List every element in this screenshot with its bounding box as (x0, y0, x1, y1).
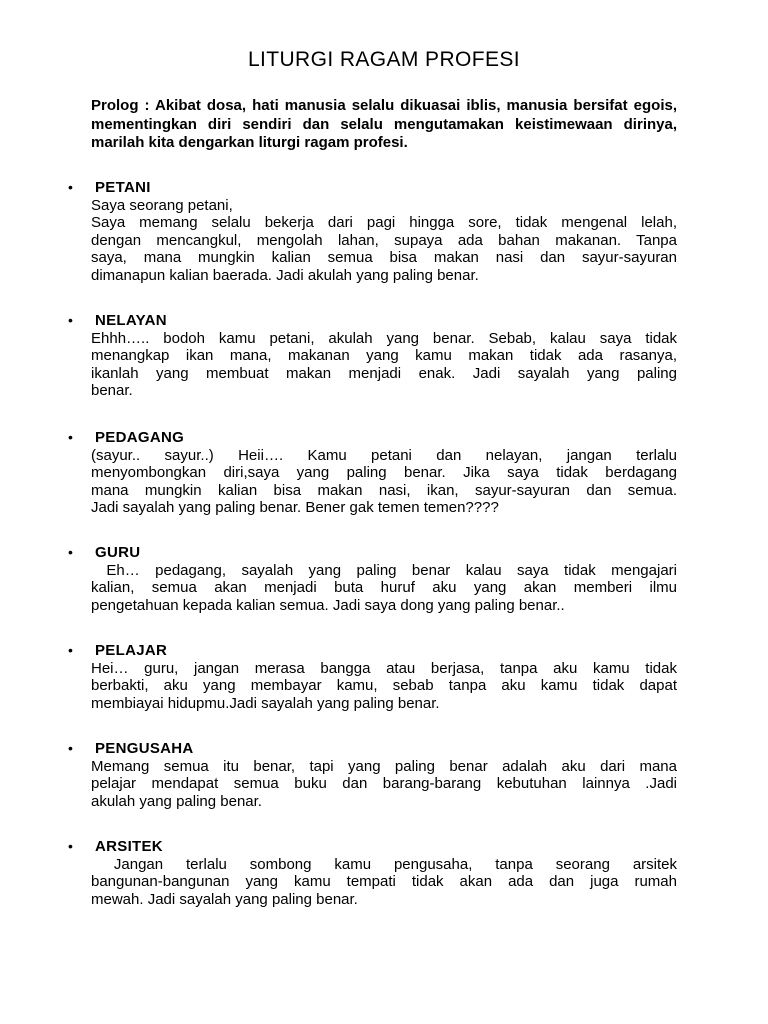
bullet-marker: • (68, 312, 73, 328)
body-line: Ehhh….. bodoh kamu petani, akulah yang benar. Sebab, kalau saya tidak (91, 330, 677, 347)
body-line: Eh… pedagang, sayalah yang paling benar kalau saya tidak mengajari (91, 562, 677, 579)
body-line: Saya memang selalu bekerja dari pagi hingga sore, tidak mengenal lelah, (91, 214, 677, 232)
bullet-marker: • (68, 642, 73, 658)
body-line: (sayur.. sayur..) Heii…. Kamu petani dan nelayan, jangan terlalu (91, 447, 677, 464)
body-line: menyombongkan diri,saya yang paling benar. Jika saya tidak berdagang (91, 464, 677, 482)
bullet-marker: • (68, 429, 73, 445)
section-heading: PENGUSAHA (95, 740, 194, 757)
section-pedagang (68, 428, 677, 517)
bullet-marker: • (68, 740, 73, 756)
section-heading: PEDAGANG (95, 429, 185, 446)
body-line: mana mungkin kalian bisa makan nasi, ikan, sayur-sayuran dan semua. (91, 481, 677, 499)
bullet-marker: • (68, 179, 73, 195)
section-heading: ARSITEK (95, 838, 163, 855)
section-body (91, 660, 677, 712)
section-guru (68, 543, 677, 614)
body-line: membiayai hidupmu.Jadi sayalah yang paling benar. (91, 694, 440, 712)
body-line: pengetahuan kepada kalian semua. Jadi saya dong yang paling benar.. (91, 596, 565, 614)
body-line: bangunan-bangunan yang kamu tempati tidak akan ada dan juga rumah (91, 873, 677, 891)
body-line: kalian, semua akan menjadi buta huruf aku yang akan memberi ilmu (91, 579, 677, 597)
section-body (91, 856, 677, 908)
body-line: benar. (91, 382, 133, 400)
section-body (91, 447, 677, 517)
section-body (91, 197, 677, 284)
body-line: dengan mencangkul, mengolah lahan, supaya ada bahan makanan. Tanpa (91, 231, 677, 249)
section-body (91, 562, 677, 614)
section-nelayan (68, 311, 677, 400)
body-line: pelajar mendapat semua buku dan barang-barang kebutuhan lainnya .Jadi (91, 775, 677, 793)
section-pelajar (68, 641, 677, 712)
body-line: ikanlah yang membuat makan menjadi enak. Jadi sayalah yang paling (91, 364, 677, 382)
section-heading: PELAJAR (95, 642, 168, 659)
prolog-paragraph: Prolog : Akibat dosa, hati manusia selalu dikuasai iblis, manusia bersifat egois, mementingkan diri sendiri dan selalu mengutamakan keistimewaan dirinya, marilah kita dengarkan liturgi ragam profesi. (91, 97, 677, 151)
body-line: dimanapun kalian baerada. Jadi akulah yang paling benar. (91, 266, 479, 284)
body-line: Jadi sayalah yang paling benar. Bener gak temen temen???? (91, 499, 499, 517)
section-body (91, 330, 677, 400)
body-line: mewah. Jadi sayalah yang paling benar. (91, 890, 358, 908)
section-heading: PETANI (95, 179, 151, 196)
body-line: Saya seorang petani, (91, 197, 233, 214)
section-arsitek (68, 837, 677, 908)
body-line: menangkap ikan mana, makanan yang kamu makan tidak ada rasanya, (91, 347, 677, 365)
bullet-marker: • (68, 838, 73, 854)
section-pengusaha (68, 739, 677, 810)
body-line: saya, mana mungkin kalian semua bisa makan nasi dan sayur-sayuran (91, 249, 677, 267)
body-line: berbakti, aku yang membayar kamu, sebab tanpa aku kamu tidak dapat (91, 677, 677, 695)
body-line: Hei… guru, jangan merasa bangga atau berjasa, tanpa aku kamu tidak (91, 660, 677, 677)
section-heading: NELAYAN (95, 312, 167, 329)
bullet-marker: • (68, 544, 73, 560)
section-heading: GURU (95, 544, 141, 561)
body-line: Memang semua itu benar, tapi yang paling benar adalah aku dari mana (91, 758, 677, 775)
section-body (91, 758, 677, 810)
section-petani (68, 178, 677, 284)
body-line: akulah yang paling benar. (91, 792, 262, 810)
body-line: Jangan terlalu sombong kamu pengusaha, tanpa seorang arsitek (91, 856, 677, 873)
document-title: LITURGI RAGAM PROFESI (247, 48, 521, 71)
